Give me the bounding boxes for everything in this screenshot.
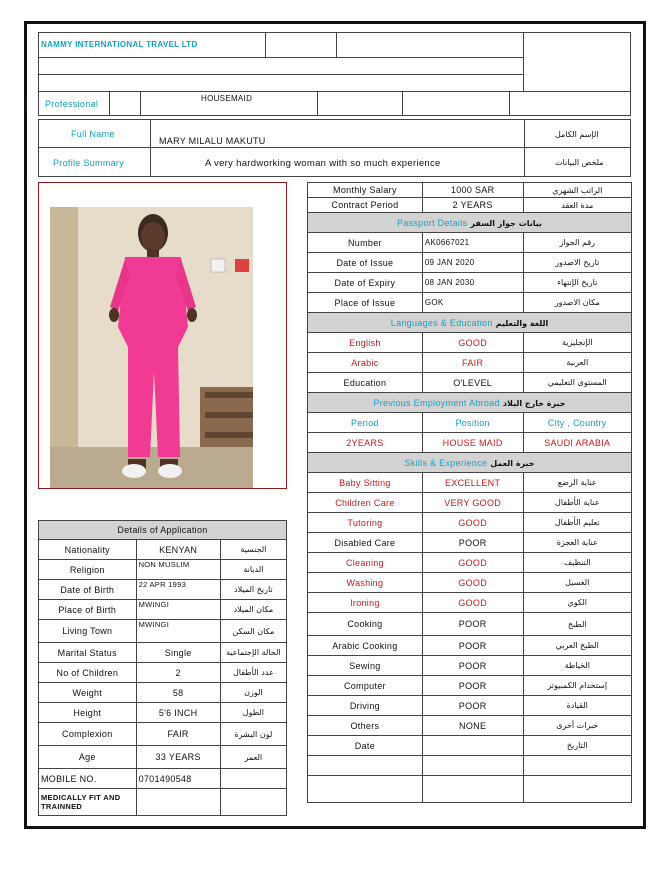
skill-row: [308, 676, 632, 696]
skill-label: Date: [308, 736, 423, 756]
details-ar: الوزن: [220, 683, 286, 703]
logo-cell: [523, 32, 631, 92]
skill-ar: عناية الرضع: [523, 473, 632, 493]
skill-value: POOR: [422, 696, 523, 716]
details-value: MWINGI: [136, 620, 220, 643]
skill-value: EXCELLENT: [422, 473, 523, 493]
skill-row: [308, 553, 632, 573]
employment-header-cell: [308, 393, 632, 413]
passport-value: 09 JAN 2020: [422, 253, 523, 273]
header-row-2: [38, 57, 524, 75]
language-ar: الإنجليزية: [523, 333, 632, 353]
details-row: [39, 723, 287, 746]
details-ar: الحالة الإجتماعية: [220, 643, 286, 663]
skill-ar: التنظيف: [523, 553, 632, 573]
skill-row: [308, 493, 632, 513]
language-label: English: [308, 333, 423, 353]
skill-row: [308, 613, 632, 636]
header-cell-3: [336, 32, 524, 58]
employment-col: Position: [422, 413, 523, 433]
blank: [220, 769, 286, 789]
lang-header-cell: [308, 313, 632, 333]
skill-label: Arabic Cooking: [308, 636, 423, 656]
blank: [422, 776, 523, 803]
language-row: [308, 333, 632, 353]
passport-header-cell: [308, 213, 632, 233]
right-table: [307, 182, 632, 803]
skill-row: [308, 473, 632, 493]
skill-row: [308, 593, 632, 613]
details-row: [39, 746, 287, 769]
blank: [136, 789, 220, 816]
details-value: Single: [136, 643, 220, 663]
profile-value-cell: [150, 147, 525, 177]
skill-value: GOOD: [422, 573, 523, 593]
details-label: Complexion: [39, 723, 137, 746]
details-value: FAIR: [136, 723, 220, 746]
mobile-value: 0701490548: [136, 769, 220, 789]
language-row: [308, 353, 632, 373]
medical-label-line1: MEDICALLY FIT AND: [41, 793, 121, 802]
skill-value: VERY GOOD: [422, 493, 523, 513]
language-label: Education: [308, 373, 423, 393]
employment-cols: [308, 413, 632, 433]
passport-label: Place of Issue: [308, 293, 423, 313]
contract-row: [308, 198, 632, 213]
details-header-row: [39, 521, 287, 540]
contract-label: Contract Period: [308, 198, 423, 213]
skill-label: Disabled Care: [308, 533, 423, 553]
professional-label-cell: [38, 91, 110, 116]
blank: [422, 756, 523, 776]
passport-row: [308, 253, 632, 273]
profile-ar-cell: [524, 147, 631, 177]
mobile-label: MOBILE NO.: [39, 769, 137, 789]
skill-ar: عناية العجزة: [523, 533, 632, 553]
blank: [523, 776, 632, 803]
employment-col: Period: [308, 413, 423, 433]
skill-row: [308, 716, 632, 736]
skill-row: [308, 573, 632, 593]
skill-value: POOR: [422, 636, 523, 656]
full-name-ar-cell: [524, 119, 631, 148]
full-name-ar: الإسم الكامل: [555, 130, 599, 139]
details-ar: عدد الأطفال: [220, 663, 286, 683]
skill-row: [308, 696, 632, 716]
full-name-value: MARY MILALU MAKUTU: [159, 136, 266, 146]
header-cell-p3: [317, 91, 403, 116]
passport-header-label: Passport Details: [396, 217, 468, 228]
skill-ar: تعليم الأطفال: [523, 513, 632, 533]
employment-value: 2YEARS: [308, 433, 423, 453]
professional-label: Professional: [45, 99, 99, 109]
details-row: [39, 620, 287, 643]
language-label: Arabic: [308, 353, 423, 373]
blank-row-2: [308, 776, 632, 803]
skill-row: [308, 533, 632, 553]
details-label: Height: [39, 703, 137, 723]
details-section: [38, 520, 287, 816]
skill-ar: عناية الأطفال: [523, 493, 632, 513]
language-ar: المستوى التعليمي: [523, 373, 632, 393]
skill-ar: الغسيل: [523, 573, 632, 593]
details-ar: لون البشرة: [220, 723, 286, 746]
details-ar: مكان الميلاد: [220, 600, 286, 620]
header-row-3: [38, 74, 524, 92]
skill-row: [308, 656, 632, 676]
skill-label: Cooking: [308, 613, 423, 636]
professional-value: HOUSEMAID: [201, 94, 253, 103]
employment-row: [308, 433, 632, 453]
blank: [308, 756, 423, 776]
profile-ar: ملخص البيانات: [555, 158, 604, 167]
professional-spacer: [109, 91, 141, 116]
salary-ar: الراتب الشهري: [523, 183, 632, 198]
skill-ar: الطبخ العربي: [523, 636, 632, 656]
details-row: [39, 580, 287, 600]
contract-value: 2 YEARS: [422, 198, 523, 213]
agency-name: NAMMY INTERNATIONAL TRAVEL LTD: [41, 40, 198, 49]
language-value: GOOD: [422, 333, 523, 353]
details-label: Marital Status: [39, 643, 137, 663]
details-header: Details of Application: [39, 521, 287, 540]
blank: [523, 756, 632, 776]
header-cell-p4: [402, 91, 510, 116]
skill-ar: خبرات أخرى: [523, 716, 632, 736]
blank-row-1: [308, 756, 632, 776]
skill-value: GOOD: [422, 593, 523, 613]
passport-row: [308, 293, 632, 313]
passport-header-ar: بيانات جواز السفر: [467, 218, 543, 228]
passport-header: [308, 213, 632, 233]
employment-header: [308, 393, 632, 413]
employment-header-label: Previous Employment Abroad: [373, 397, 500, 408]
skill-value: POOR: [422, 676, 523, 696]
passport-ar: تاريخ الاصدور: [523, 253, 632, 273]
skills-header-cell: [308, 453, 632, 473]
full-name-label-cell: [38, 119, 151, 148]
passport-row: [308, 233, 632, 253]
skill-value: GOOD: [422, 513, 523, 533]
salary-value: 1000 SAR: [422, 183, 523, 198]
details-table: [38, 520, 287, 816]
contract-ar: مدة العقد: [523, 198, 632, 213]
details-value: 33 YEARS: [136, 746, 220, 769]
skill-ar: القيادة: [523, 696, 632, 716]
details-row: [39, 703, 287, 723]
skills-header: [308, 453, 632, 473]
skill-label: Ironing: [308, 593, 423, 613]
details-row: [39, 683, 287, 703]
details-label: Weight: [39, 683, 137, 703]
skill-label: Children Care: [308, 493, 423, 513]
professional-value-cell: [140, 91, 318, 116]
skill-label: Baby Sitting: [308, 473, 423, 493]
passport-ar: تاريخ الإنتهاء: [523, 273, 632, 293]
skill-label: Washing: [308, 573, 423, 593]
skill-label: Others: [308, 716, 423, 736]
language-ar: العربية: [523, 353, 632, 373]
details-ar: تاريخ الميلاد: [220, 580, 286, 600]
details-ar: مكان السكن: [220, 620, 286, 643]
skill-value: NONE: [422, 716, 523, 736]
details-value: 22 APR 1993: [136, 580, 220, 600]
medical-label: [39, 789, 137, 816]
details-row: [39, 663, 287, 683]
blank: [220, 789, 286, 816]
employment-value: SAUDI ARABIA: [523, 433, 632, 453]
salary-row: [308, 183, 632, 198]
passport-label: Date of Issue: [308, 253, 423, 273]
passport-row: [308, 273, 632, 293]
employment-header-ar: خبرة خارج البلاد: [499, 398, 566, 408]
skill-label: Sewing: [308, 656, 423, 676]
skill-value: POOR: [422, 656, 523, 676]
details-value: 5'6 INCH: [136, 703, 220, 723]
skill-label: Tutoring: [308, 513, 423, 533]
salary-label: Monthly Salary: [308, 183, 423, 198]
details-label: Nationality: [39, 540, 137, 560]
right-column: [307, 182, 632, 822]
blank: [308, 776, 423, 803]
details-ar: العمر: [220, 746, 286, 769]
medical-label-line2: TRAINNED: [41, 802, 83, 811]
employment-value: HOUSE MAID: [422, 433, 523, 453]
skill-ar: الخياطة: [523, 656, 632, 676]
details-label: Religion: [39, 560, 137, 580]
details-row: [39, 643, 287, 663]
passport-value: AK0667021: [422, 233, 523, 253]
details-row: [39, 540, 287, 560]
skill-label: Cleaning: [308, 553, 423, 573]
agency-cell: [38, 32, 266, 58]
details-ar: الطول: [220, 703, 286, 723]
details-value: 2: [136, 663, 220, 683]
full-name-label: Full Name: [71, 129, 115, 139]
details-row: [39, 600, 287, 620]
details-value: MWINGI: [136, 600, 220, 620]
skill-row: [308, 736, 632, 756]
passport-label: Number: [308, 233, 423, 253]
passport-value: GOK: [422, 293, 523, 313]
photo-frame: [38, 182, 287, 489]
details-value: 58: [136, 683, 220, 703]
full-name-value-cell: [150, 119, 525, 148]
profile-label: Profile Summary: [53, 158, 125, 168]
skill-ar: إستخدام الكمبيوتر: [523, 676, 632, 696]
details-label: Living Town: [39, 620, 137, 643]
skill-ar: الكوي: [523, 593, 632, 613]
profile-label-cell: [38, 147, 151, 177]
language-value: FAIR: [422, 353, 523, 373]
passport-ar: رقم الجواز: [523, 233, 632, 253]
skill-value: GOOD: [422, 553, 523, 573]
passport-ar: مكان الاصدور: [523, 293, 632, 313]
skill-label: Driving: [308, 696, 423, 716]
skill-ar: التاريخ: [523, 736, 632, 756]
header-cell-2: [265, 32, 337, 58]
medical-row: [39, 789, 287, 816]
language-value: O'LEVEL: [422, 373, 523, 393]
details-label: Age: [39, 746, 137, 769]
lang-header-ar: اللغة والتعليم: [492, 318, 549, 328]
details-value: KENYAN: [136, 540, 220, 560]
skills-header-label: Skills & Experience: [404, 457, 488, 468]
header-cell-p5: [509, 91, 631, 116]
skill-row: [308, 513, 632, 533]
mobile-row: [39, 769, 287, 789]
skills-header-ar: خبرة العمل: [487, 458, 535, 468]
details-row: [39, 560, 287, 580]
candidate-photo: [50, 207, 253, 488]
passport-label: Date of Expiry: [308, 273, 423, 293]
language-row: [308, 373, 632, 393]
skill-value: POOR: [422, 613, 523, 636]
lang-header-label: Languages & Education: [390, 317, 493, 328]
skill-row: [308, 636, 632, 656]
skill-ar: الطبخ: [523, 613, 632, 636]
employment-col: City , Country: [523, 413, 632, 433]
details-ar: الديانة: [220, 560, 286, 580]
skill-value: [422, 736, 523, 756]
details-label: Date of Birth: [39, 580, 137, 600]
skill-label: Computer: [308, 676, 423, 696]
passport-value: 08 JAN 2030: [422, 273, 523, 293]
details-value: NON MUSLIM: [136, 560, 220, 580]
details-label: Place of Birth: [39, 600, 137, 620]
profile-value: A very hardworking woman with so much experience: [205, 158, 441, 169]
details-ar: الجنسية: [220, 540, 286, 560]
lang-header: [308, 313, 632, 333]
details-label: No of Children: [39, 663, 137, 683]
skill-value: POOR: [422, 533, 523, 553]
